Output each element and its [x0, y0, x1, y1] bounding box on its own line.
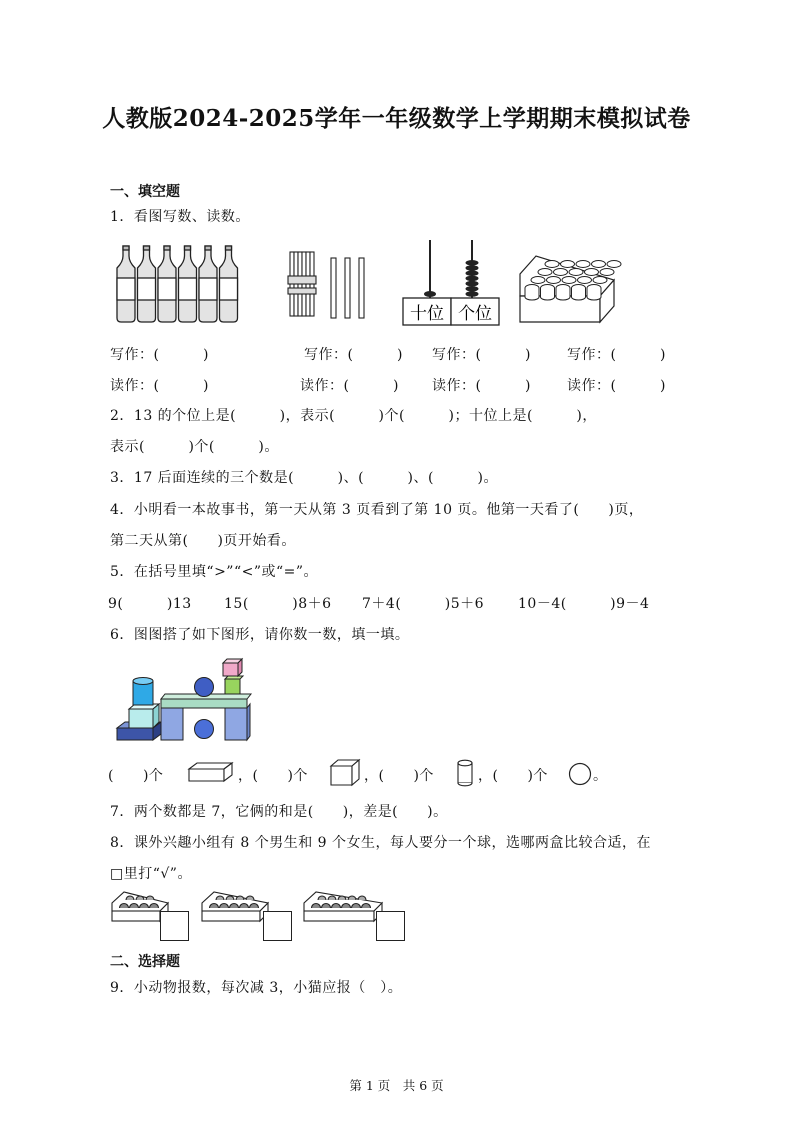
tens-place-label: 十位: [410, 304, 444, 324]
cube-icon: [330, 759, 360, 786]
q1-write-2[interactable]: 写作：( ): [304, 347, 403, 363]
question-1-text: 1．看图写数、读数。: [110, 209, 250, 225]
question-9: 9．小动物报数，每次减 3，小猫应报（ ）。: [110, 980, 403, 996]
q6-end-mark: 。: [593, 768, 608, 784]
question-4-line-2: 第二天从第( )页开始看。: [110, 533, 296, 549]
q6-cuboid-count[interactable]: ( )个: [108, 768, 164, 784]
cylinder-icon: [456, 759, 474, 787]
q5-compare-2[interactable]: 15( )8＋6: [224, 596, 332, 612]
blocks-structure-picture: [115, 656, 255, 742]
q1-write-1[interactable]: 写作：( ): [110, 347, 209, 363]
q6-cylinder-count[interactable]: ，( )个: [364, 768, 434, 784]
q1-write-3[interactable]: 写作：( ): [432, 347, 531, 363]
q1-read-4[interactable]: 读作：( ): [567, 378, 666, 394]
page-footer: 第 1 页 共 6 页: [349, 1078, 444, 1093]
question-4-line-1: 4．小明看一本故事书，第一天从第 3 页看到了第 10 页。他第一天看了( )页，: [110, 502, 644, 518]
cuboid-icon: [188, 762, 234, 782]
question-2-line-1: 2．13 的个位上是( )，表示( )个( )；十位上是( )，: [110, 408, 597, 424]
sticks-picture: [285, 248, 370, 323]
question-7: 7．两个数都是 7，它俩的和是( )，差是( )。: [110, 804, 448, 820]
q5-compare-1[interactable]: 9( )13: [108, 596, 192, 612]
q6-cube-count[interactable]: ，( )个: [238, 768, 308, 784]
sphere-icon: [568, 762, 592, 786]
q1-write-4[interactable]: 写作：( ): [567, 347, 666, 363]
check-square-1[interactable]: [160, 911, 189, 941]
section-heading-fill-blank: 一、填空题: [110, 184, 180, 200]
q1-read-1[interactable]: 读作：( ): [110, 378, 209, 394]
question-6-text: 6．图图搭了如下图形，请你数一数，填一填。: [110, 627, 410, 643]
check-square-2[interactable]: [263, 911, 292, 941]
question-3: 3．17 后面连续的三个数是( )、( )、( )。: [110, 470, 498, 486]
question-8-line-1: 8．课外兴趣小组有 8 个男生和 9 个女生，每人要分一个球，选哪两盒比较合适，在: [110, 835, 652, 851]
q5-compare-3[interactable]: 7＋4( )5＋6: [362, 596, 485, 612]
question-8-line-2: □里打“√”。: [110, 866, 192, 882]
q5-compare-4[interactable]: 10－4( )9－4: [518, 596, 650, 612]
question-5-text: 5．在括号里填“>”“<”或“=”。: [110, 564, 319, 580]
section-heading-multiple-choice: 二、选择题: [110, 954, 180, 970]
question-2-line-2: 表示( )个( )。: [110, 439, 279, 455]
check-square-3[interactable]: [376, 911, 405, 941]
q6-sphere-count[interactable]: ，( )个: [478, 768, 548, 784]
egg-tray-picture: [518, 254, 618, 326]
q1-read-2[interactable]: 读作：( ): [300, 378, 399, 394]
bottles-picture: [114, 244, 240, 324]
q1-read-3[interactable]: 读作：( ): [432, 378, 531, 394]
ones-place-label: 个位: [458, 304, 492, 324]
abacus-picture: [402, 238, 502, 328]
page-title: 人教版2024-2025学年一年级数学上学期期末模拟试卷: [102, 105, 691, 132]
